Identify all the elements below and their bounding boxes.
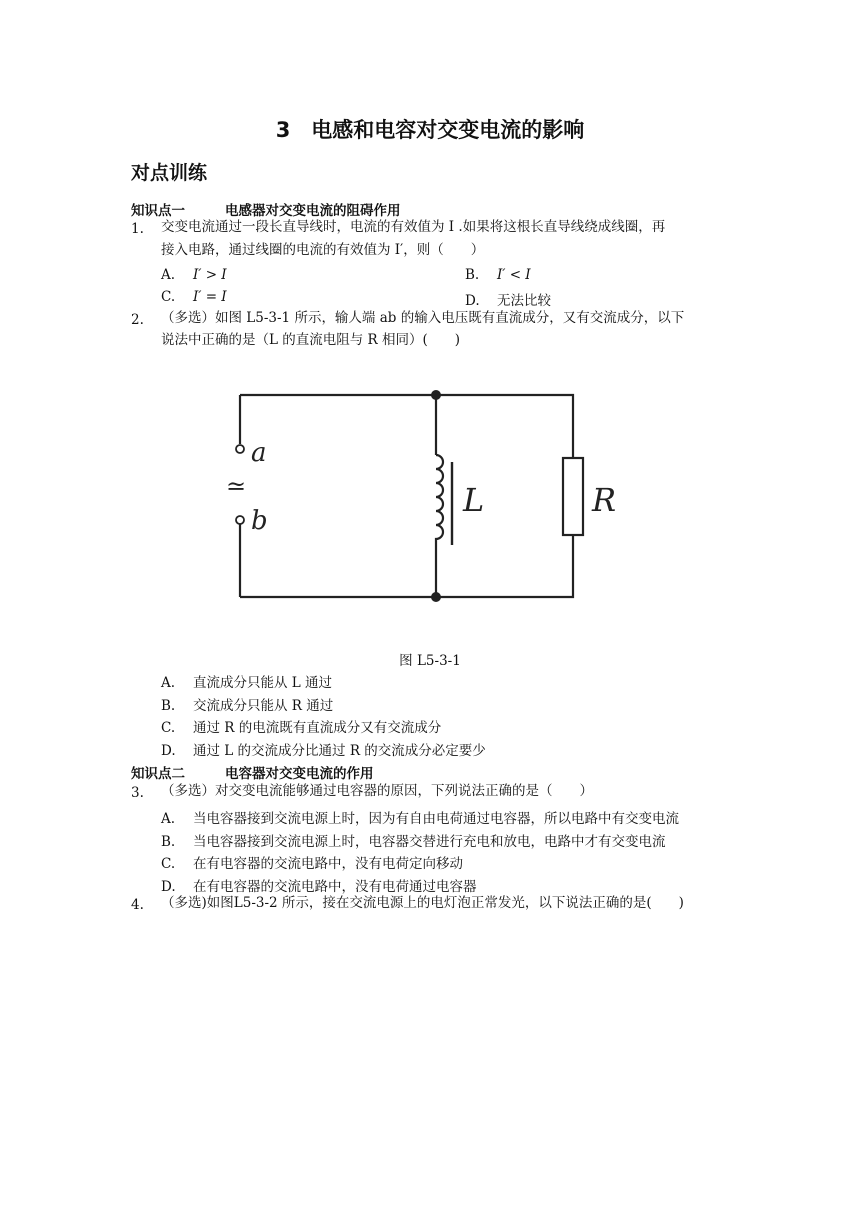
question-number: 3. [131,785,144,801]
question-text: （多选）对交变电流能够通过电容器的原因，下列说法正确的是（ ） [161,783,593,799]
option-text: 通过 R 的电流既有直流成分又有交流成分 [193,720,442,736]
section-heading: 对点训练 [131,162,208,184]
option-text: 交流成分只能从 R 通过 [193,698,334,714]
option-label: B. [161,698,176,714]
option-text: 当电容器接到交流电源上时，因为有自由电荷通过电容器，所以电路中有交变电流 [193,811,679,827]
question-number: 2. [131,312,144,328]
question-text: 接入电路，通过线圈的电流的有效值为 I′，则（ ） [161,242,485,258]
option-text: 直流成分只能从 L 通过 [193,675,333,691]
label-R: R [592,481,617,519]
option-item[interactable] [161,830,666,850]
terminal-a [236,445,244,453]
circuit-wire [240,535,573,597]
question-text: （多选)如图L5-3-2 所示，接在交流电源上的电灯泡正常发光，以下说法正确的是( ) [161,895,684,911]
page-title: 3 电感和电容对交变电流的影响 [275,118,585,142]
option-item[interactable] [161,807,679,827]
knowledge-point-label: 知识点二 [131,766,185,782]
question-text: 说法中正确的是（L 的直流电阻与 R 相同）( ) [161,332,461,348]
option-item[interactable] [161,716,441,736]
knowledge-point-label: 知识点一 [131,203,185,219]
label-b: b [251,506,268,536]
knowledge-point-text: 电感器对交变电流的阻碍作用 [225,203,401,219]
option-label: B. [465,267,480,283]
question-text: （多选）如图 L5-3-1 所示，输人端 ab 的输入电压既有直流成分，又有交流成分，以下 [161,310,685,326]
label-a: a [251,438,267,468]
inductor-symbol [436,455,443,545]
junction-dot [431,592,441,602]
option-item[interactable] [161,852,463,872]
option-item[interactable] [161,694,333,714]
label-L: L [463,481,485,519]
figure-caption: 图 L5-3-1 [399,653,461,669]
option-text: I′ > I [193,267,227,283]
option-text: 在有电容器的交流电路中，没有电荷定向移动 [193,856,463,872]
option-item[interactable] [161,875,477,895]
knowledge-point-text: 电容器对交变电流的作用 [225,766,374,782]
option-label: A. [161,675,176,691]
option-label: D. [161,743,176,759]
option-label: C. [161,856,176,872]
ac-symbol: ≃ [226,472,247,500]
terminal-b [236,516,244,524]
option-label: C. [161,289,176,305]
option-label: D. [465,293,480,309]
option-label: D. [161,879,176,895]
question-number: 1. [131,221,144,237]
knowledge-point-heading [131,762,374,782]
option-label: B. [161,834,176,850]
option-label: C. [161,720,176,736]
question-text: 交变电流通过一段长直导线时，电流的有效值为 I .如果将这根长直导线绕成线圈，再 [161,219,666,235]
option-text: 当电容器接到交流电源上时，电容器交替进行充电和放电，电路中才有交变电流 [193,834,666,850]
option-text: I′ = I [193,289,227,305]
option-label: A. [161,811,176,827]
circuit-wire [240,395,573,458]
junction-dot [431,390,441,400]
resistor-symbol [563,458,583,535]
question-number: 4. [131,897,144,913]
option-text: 在有电容器的交流电路中，没有电荷通过电容器 [193,879,477,895]
option-text: 通过 L 的交流成分比通过 R 的交流成分必定要少 [193,743,486,759]
option-text: I′ < I [497,267,531,283]
option-item[interactable] [161,671,332,691]
option-label: A. [161,267,176,283]
option-item[interactable] [161,739,486,759]
option-text: 无法比较 [497,293,551,309]
